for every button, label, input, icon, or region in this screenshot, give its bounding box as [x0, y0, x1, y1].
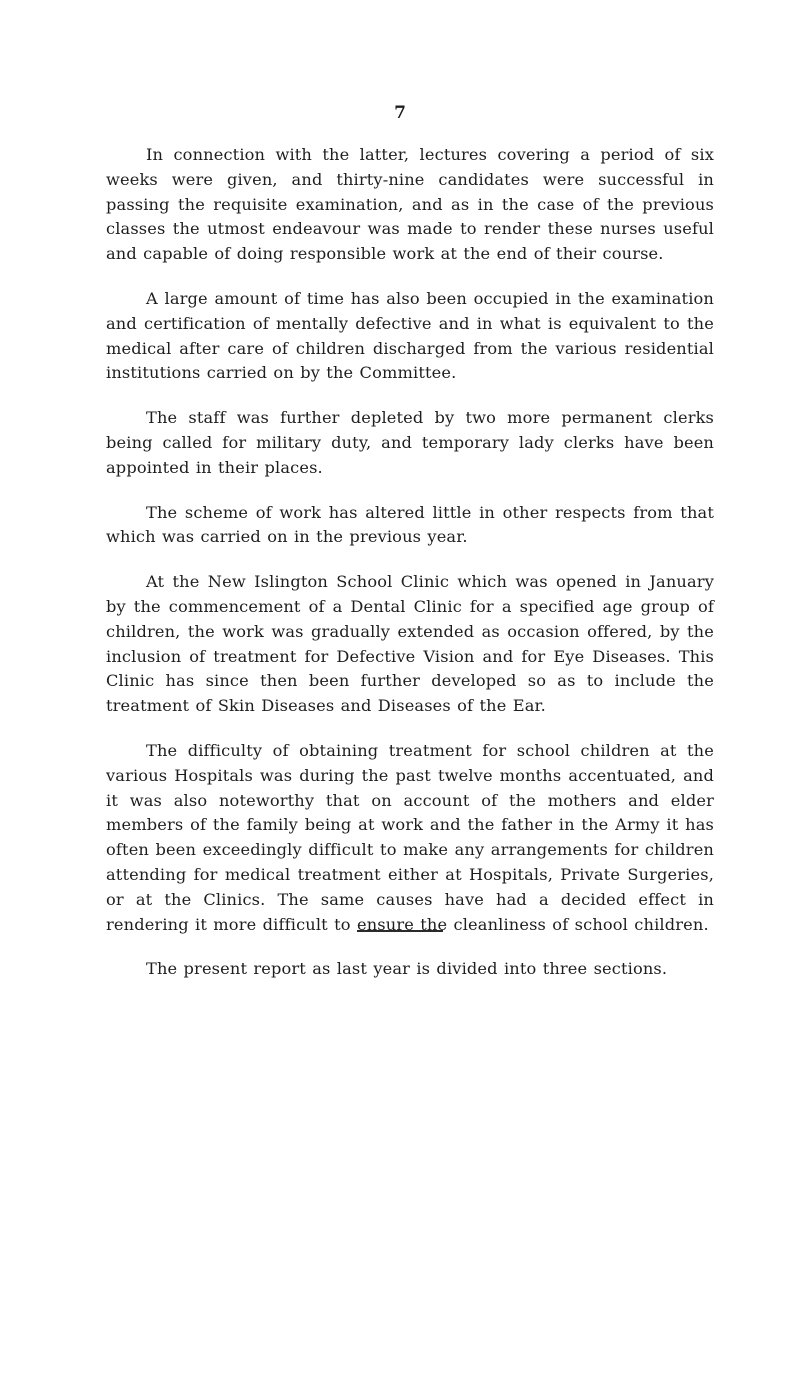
- paragraph-scheme-of-work: The scheme of work has altered little in other respects from that which was carried on in the previous year.: [106, 502, 714, 547]
- paragraph-nurses-training: In connection with the latter, lectures covering a period of six weeks were given, and thirty-nine candidates were successful in passing the requisite examination, and as in the case of the previous classes the utmost endeavour was made to render these nurses useful and capable of doing responsible work at the end of their course.: [106, 145, 714, 264]
- body-text: [106, 143, 714, 1002]
- paragraph-islington-clinic: At the New Islington School Clinic which was opened in January by the commencement of a Dental Clinic for a specified age group of children, the work was gradually extended as occasion offered, by the inclusion of treatment for Defective Vision and for Eye Diseases. This Clinic has since then been further developed so as to include the treatment of Skin Diseases and Diseases of the Ear.: [106, 572, 714, 716]
- paragraph-staff-depletion: The staff was further depleted by two more permanent clerks being called for military duty, and temporary lady clerks have been appointed in their places.: [106, 408, 714, 477]
- page-number: 7: [394, 103, 406, 123]
- paragraph-mental-certification: A large amount of time has also been occupied in the examination and certification of mentally defective and in what is equivalent to the medical after care of children discharged from the various residential institutions carried on by the Committee.: [106, 288, 714, 383]
- paragraph-treatment-difficulty: The difficulty of obtaining treatment for school children at the various Hospitals was during the past twelve months accentuated, and it was also noteworthy that on account of the mothers and elder members of the family being at work and the father in the Army it has often been exceedingly difficult to make any arrangements for children attending for medical treatment either at Hospitals, Private Surgeries, or at the Clinics. The same causes have had a decided effect in rendering it more difficult to ensure the cleanliness of school children.: [106, 740, 714, 934]
- section-divider-rule: [357, 930, 443, 932]
- paragraph-report-sections: The present report as last year is divided into three sections.: [146, 959, 668, 979]
